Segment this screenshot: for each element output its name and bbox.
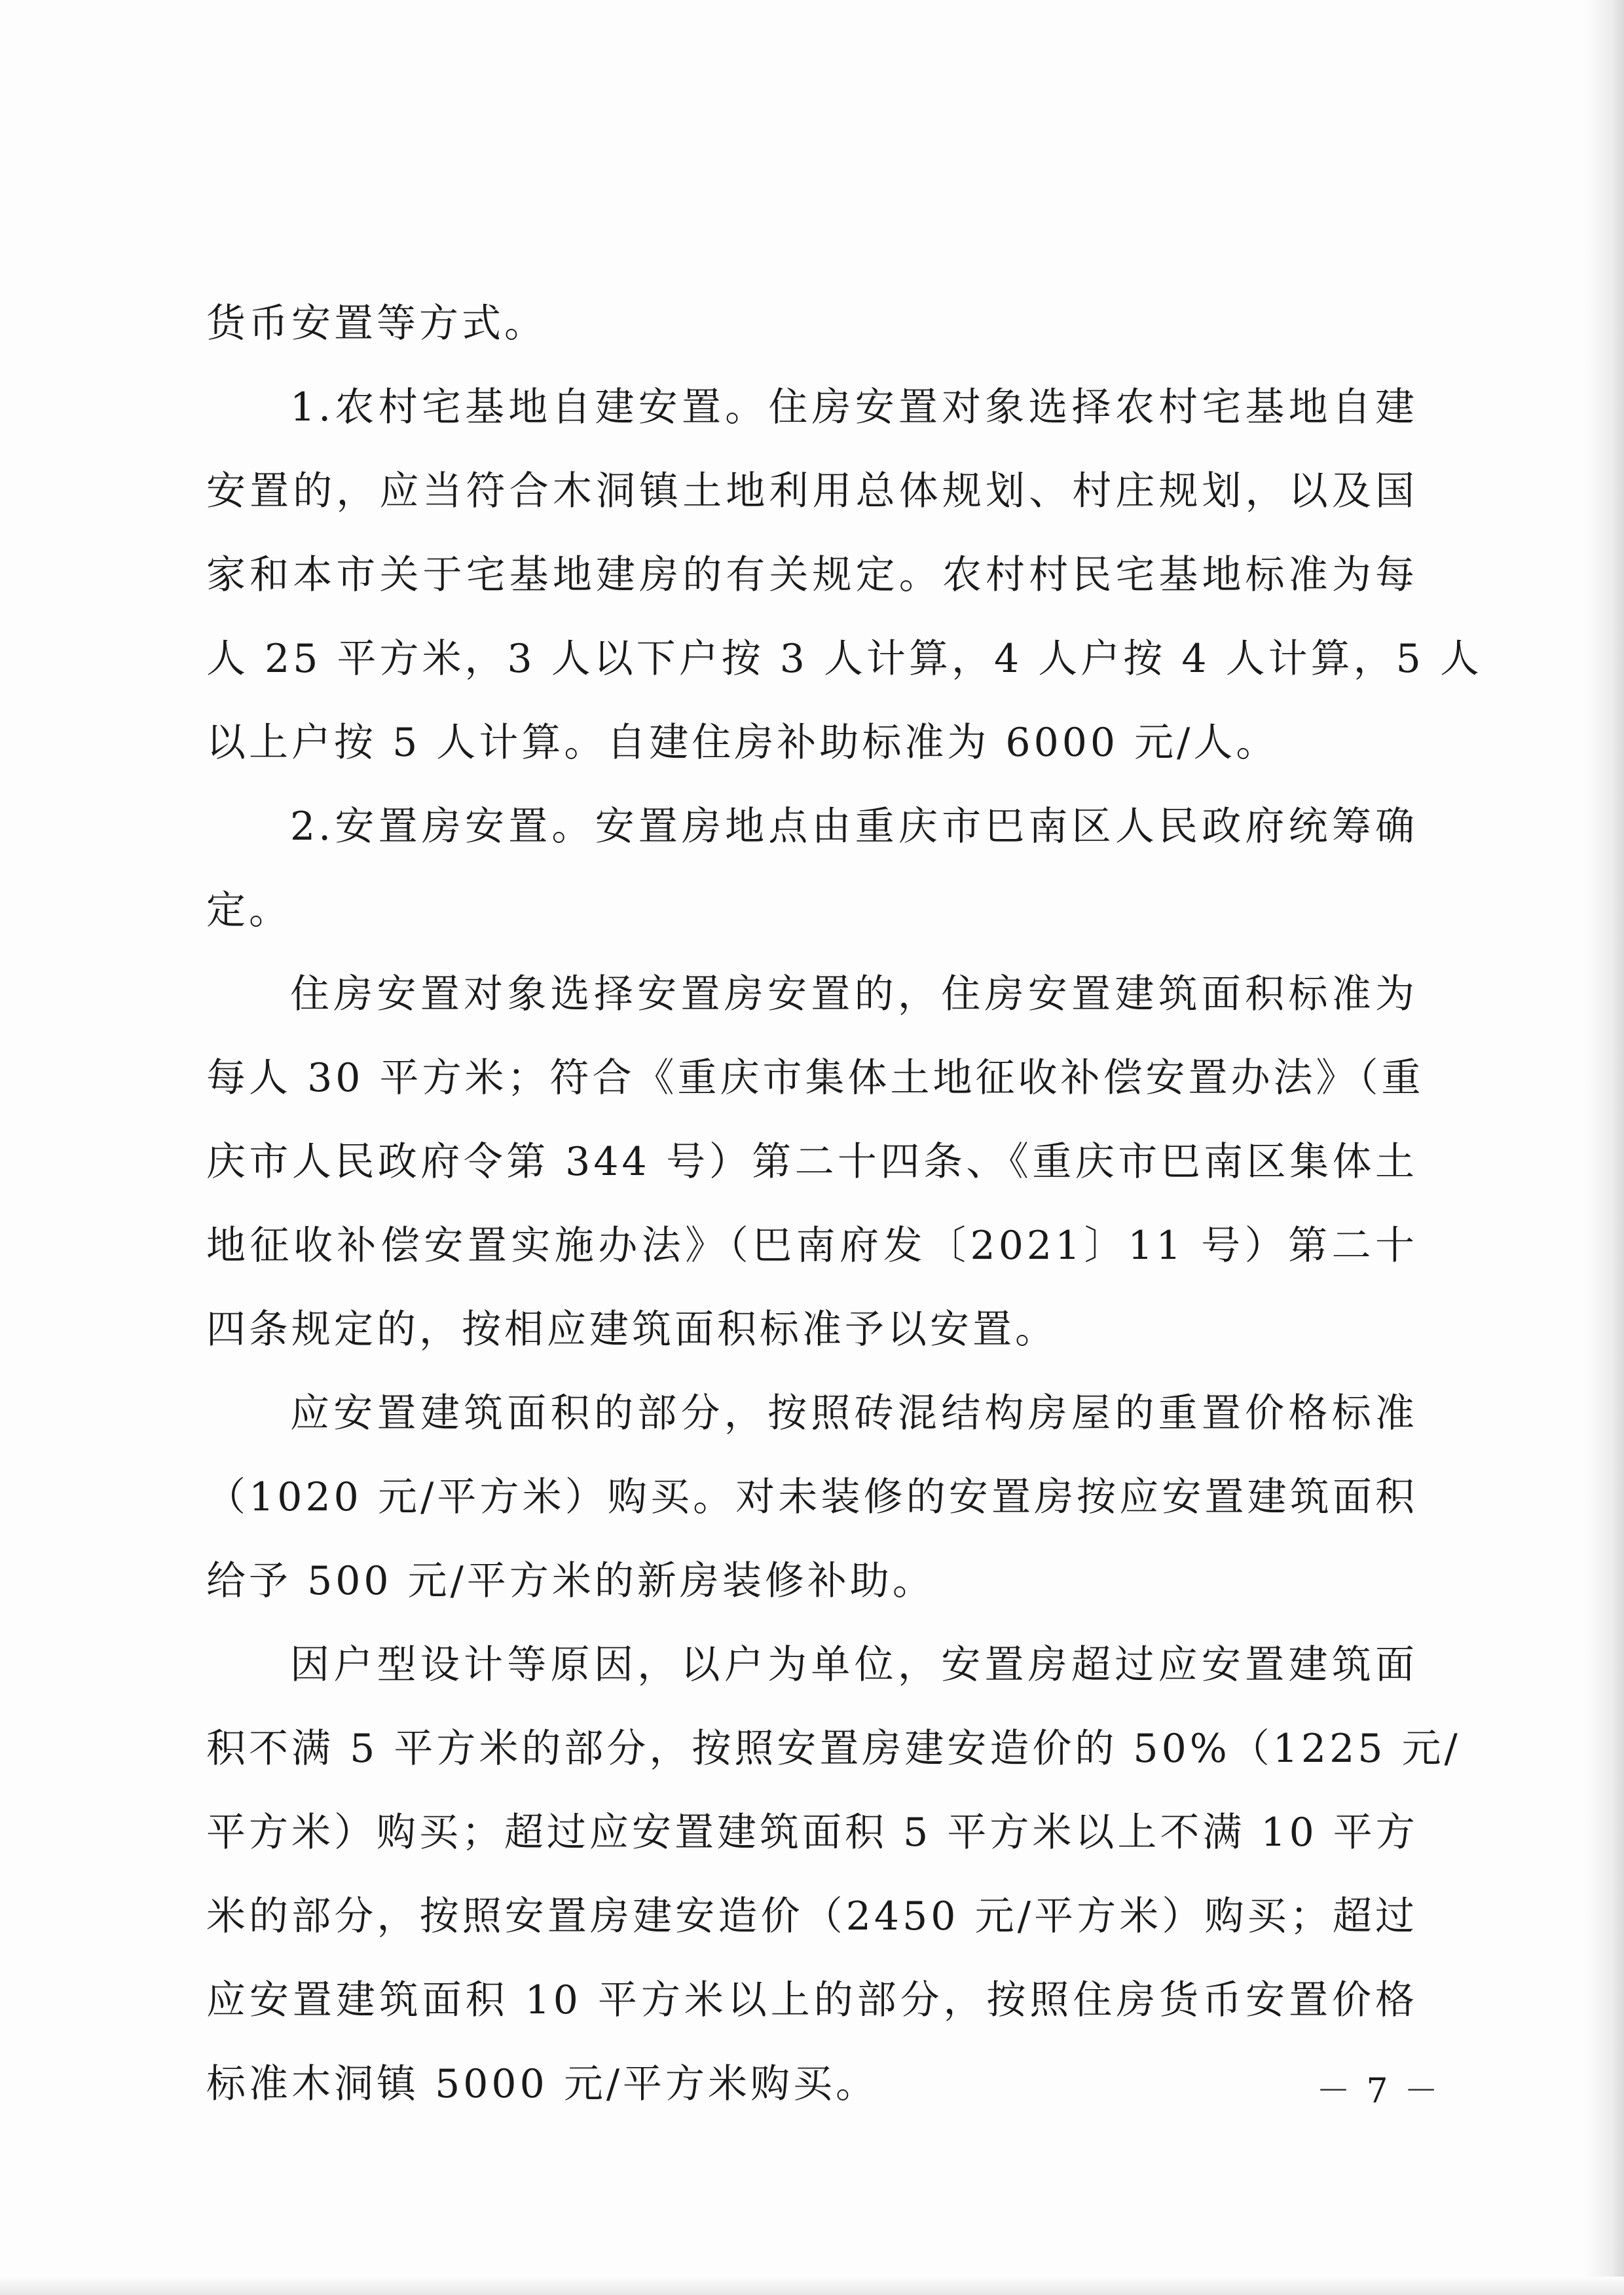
page-number: － 7 － bbox=[1316, 2072, 1441, 2111]
text-line: 家和本市关于宅基地建房的有关规定。农村村民宅基地标准为每 bbox=[206, 552, 1418, 598]
page-edge-shadow bbox=[1585, 0, 1624, 2295]
text-line: 1.农村宅基地自建安置。住房安置对象选择农村宅基地自建 bbox=[290, 384, 1418, 430]
text-line: 以上户按 5 人计算。自建住房补助标准为 6000 元/人。 bbox=[206, 720, 1279, 766]
text-line: （1020 元/平方米）购买。对未装修的安置房按应安置建筑面积 bbox=[206, 1474, 1418, 1520]
text-line: 住房安置对象选择安置房安置的，住房安置建筑面积标准为 bbox=[290, 971, 1418, 1017]
text-line: 地征收补偿安置实施办法》（巴南府发〔2021〕11 号）第二十 bbox=[206, 1223, 1418, 1269]
text-line: 积不满 5 平方米的部分，按照安置房建安造价的 50%（1225 元/ bbox=[206, 1726, 1461, 1772]
text-line: 应安置建筑面积 10 平方米以上的部分，按照住房货币安置价格 bbox=[206, 1977, 1418, 2023]
text-line: 标准木洞镇 5000 元/平方米购买。 bbox=[206, 2061, 879, 2107]
text-line: 定。 bbox=[206, 887, 291, 933]
body-text bbox=[206, 282, 1483, 2126]
text-line: 货币安置等方式。 bbox=[206, 301, 547, 346]
text-line: 因户型设计等原因，以户为单位，安置房超过应安置建筑面 bbox=[290, 1642, 1418, 1688]
page-bottom-shadow bbox=[0, 2277, 1624, 2295]
text-line: 安置的，应当符合木洞镇土地利用总体规划、村庄规划，以及国 bbox=[206, 468, 1418, 514]
text-line: 每人 30 平方米；符合《重庆市集体土地征收补偿安置办法》（重 bbox=[206, 1055, 1424, 1101]
text-line: 给予 500 元/平方米的新房装修补助。 bbox=[206, 1558, 935, 1604]
text-line: 应安置建筑面积的部分，按照砖混结构房屋的重置价格标准 bbox=[290, 1390, 1418, 1436]
text-line: 2.安置房安置。安置房地点由重庆市巴南区人民政府统筹确 bbox=[290, 804, 1418, 849]
text-line: 平方米）购买；超过应安置建筑面积 5 平方米以上不满 10 平方 bbox=[206, 1810, 1418, 1856]
text-line: 四条规定的，按相应建筑面积标准予以安置。 bbox=[206, 1307, 1058, 1353]
text-line: 人 25 平方米，3 人以下户按 3 人计算，4 人户按 4 人计算，5 人 bbox=[206, 636, 1483, 682]
text-line: 庆市人民政府令第 344 号）第二十四条、《重庆市巴南区集体土 bbox=[206, 1139, 1418, 1185]
text-line: 米的部分，按照安置房建安造价（2450 元/平方米）购买；超过 bbox=[206, 1894, 1418, 1939]
